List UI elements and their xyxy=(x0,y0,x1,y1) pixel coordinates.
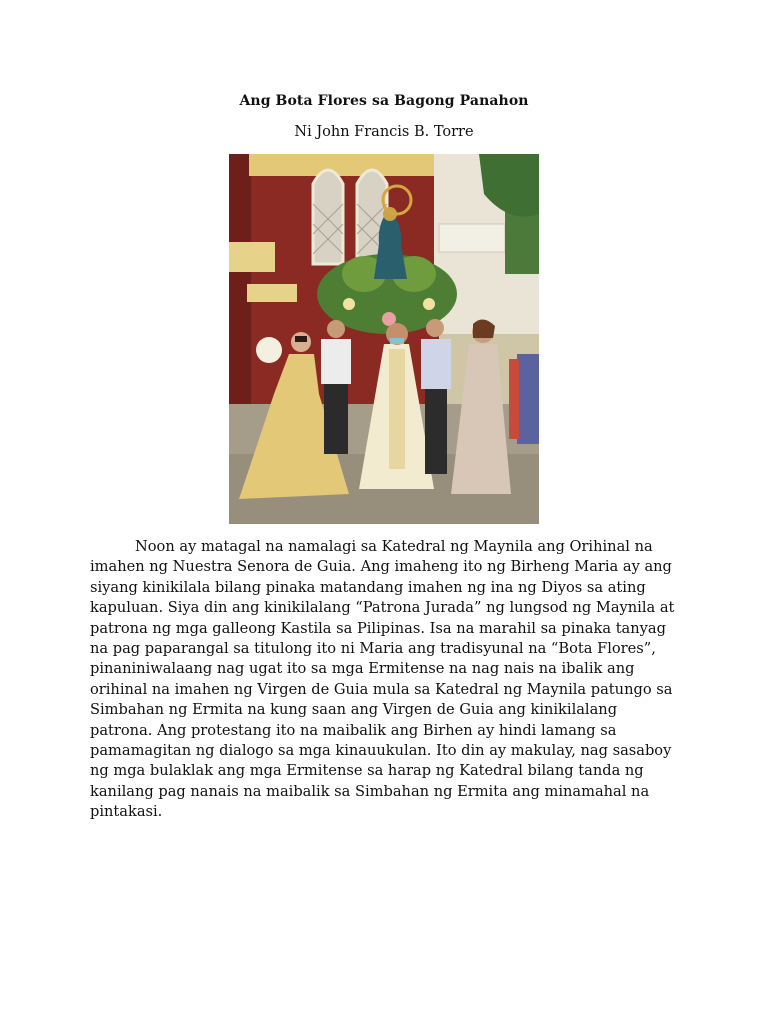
document-author: Ni John Francis B. Torre xyxy=(294,124,474,140)
body-paragraph: Noon ay matagal na namalagi sa Katedral ng Maynila ang Orihinal na imahen ng Nuestra Senora de Guia. Ang imaheng ito ng Birheng Maria ay ang siyang kinikilala bilang pinaka matandang imahen ng ina ng Diyos sa ating kapuluan. Siya din ang kinikilalang “Patrona Jurada” ng lungsod ng Maynila at patrona ng mga galleong Kastila sa Pilipinas. Isa na marahil sa pinaka tanyag na pag paparangal sa titulong ito ni Maria ang tradisyunal na “Bota Flores”, pinaniniwalaang nag ugat ito sa mga Ermitense na nag nais na ibalik ang orihinal na imahen ng Virgen de Guia mula sa Katedral ng Maynila patungo sa Simbahan ng Ermita na kung saan ang Virgen de Guia ang kinikilalang patrona. Ang protestang ito na maibalik ang Birhen ay hindi lamang sa pamamagitan ng dialogo sa mga kinauukulan. Ito din ay makulay, nag sasaboy ng mga bulaklak ang mga Ermitense sa harap ng Katedral bilang tanda ng kanilang pag nanais na maibalik sa Simbahan ng Ermita ang minamahal na pintakasi. xyxy=(90,538,675,821)
document-title: Ang Bota Flores sa Bagong Panahon xyxy=(239,93,529,109)
procession-photo xyxy=(229,154,539,524)
